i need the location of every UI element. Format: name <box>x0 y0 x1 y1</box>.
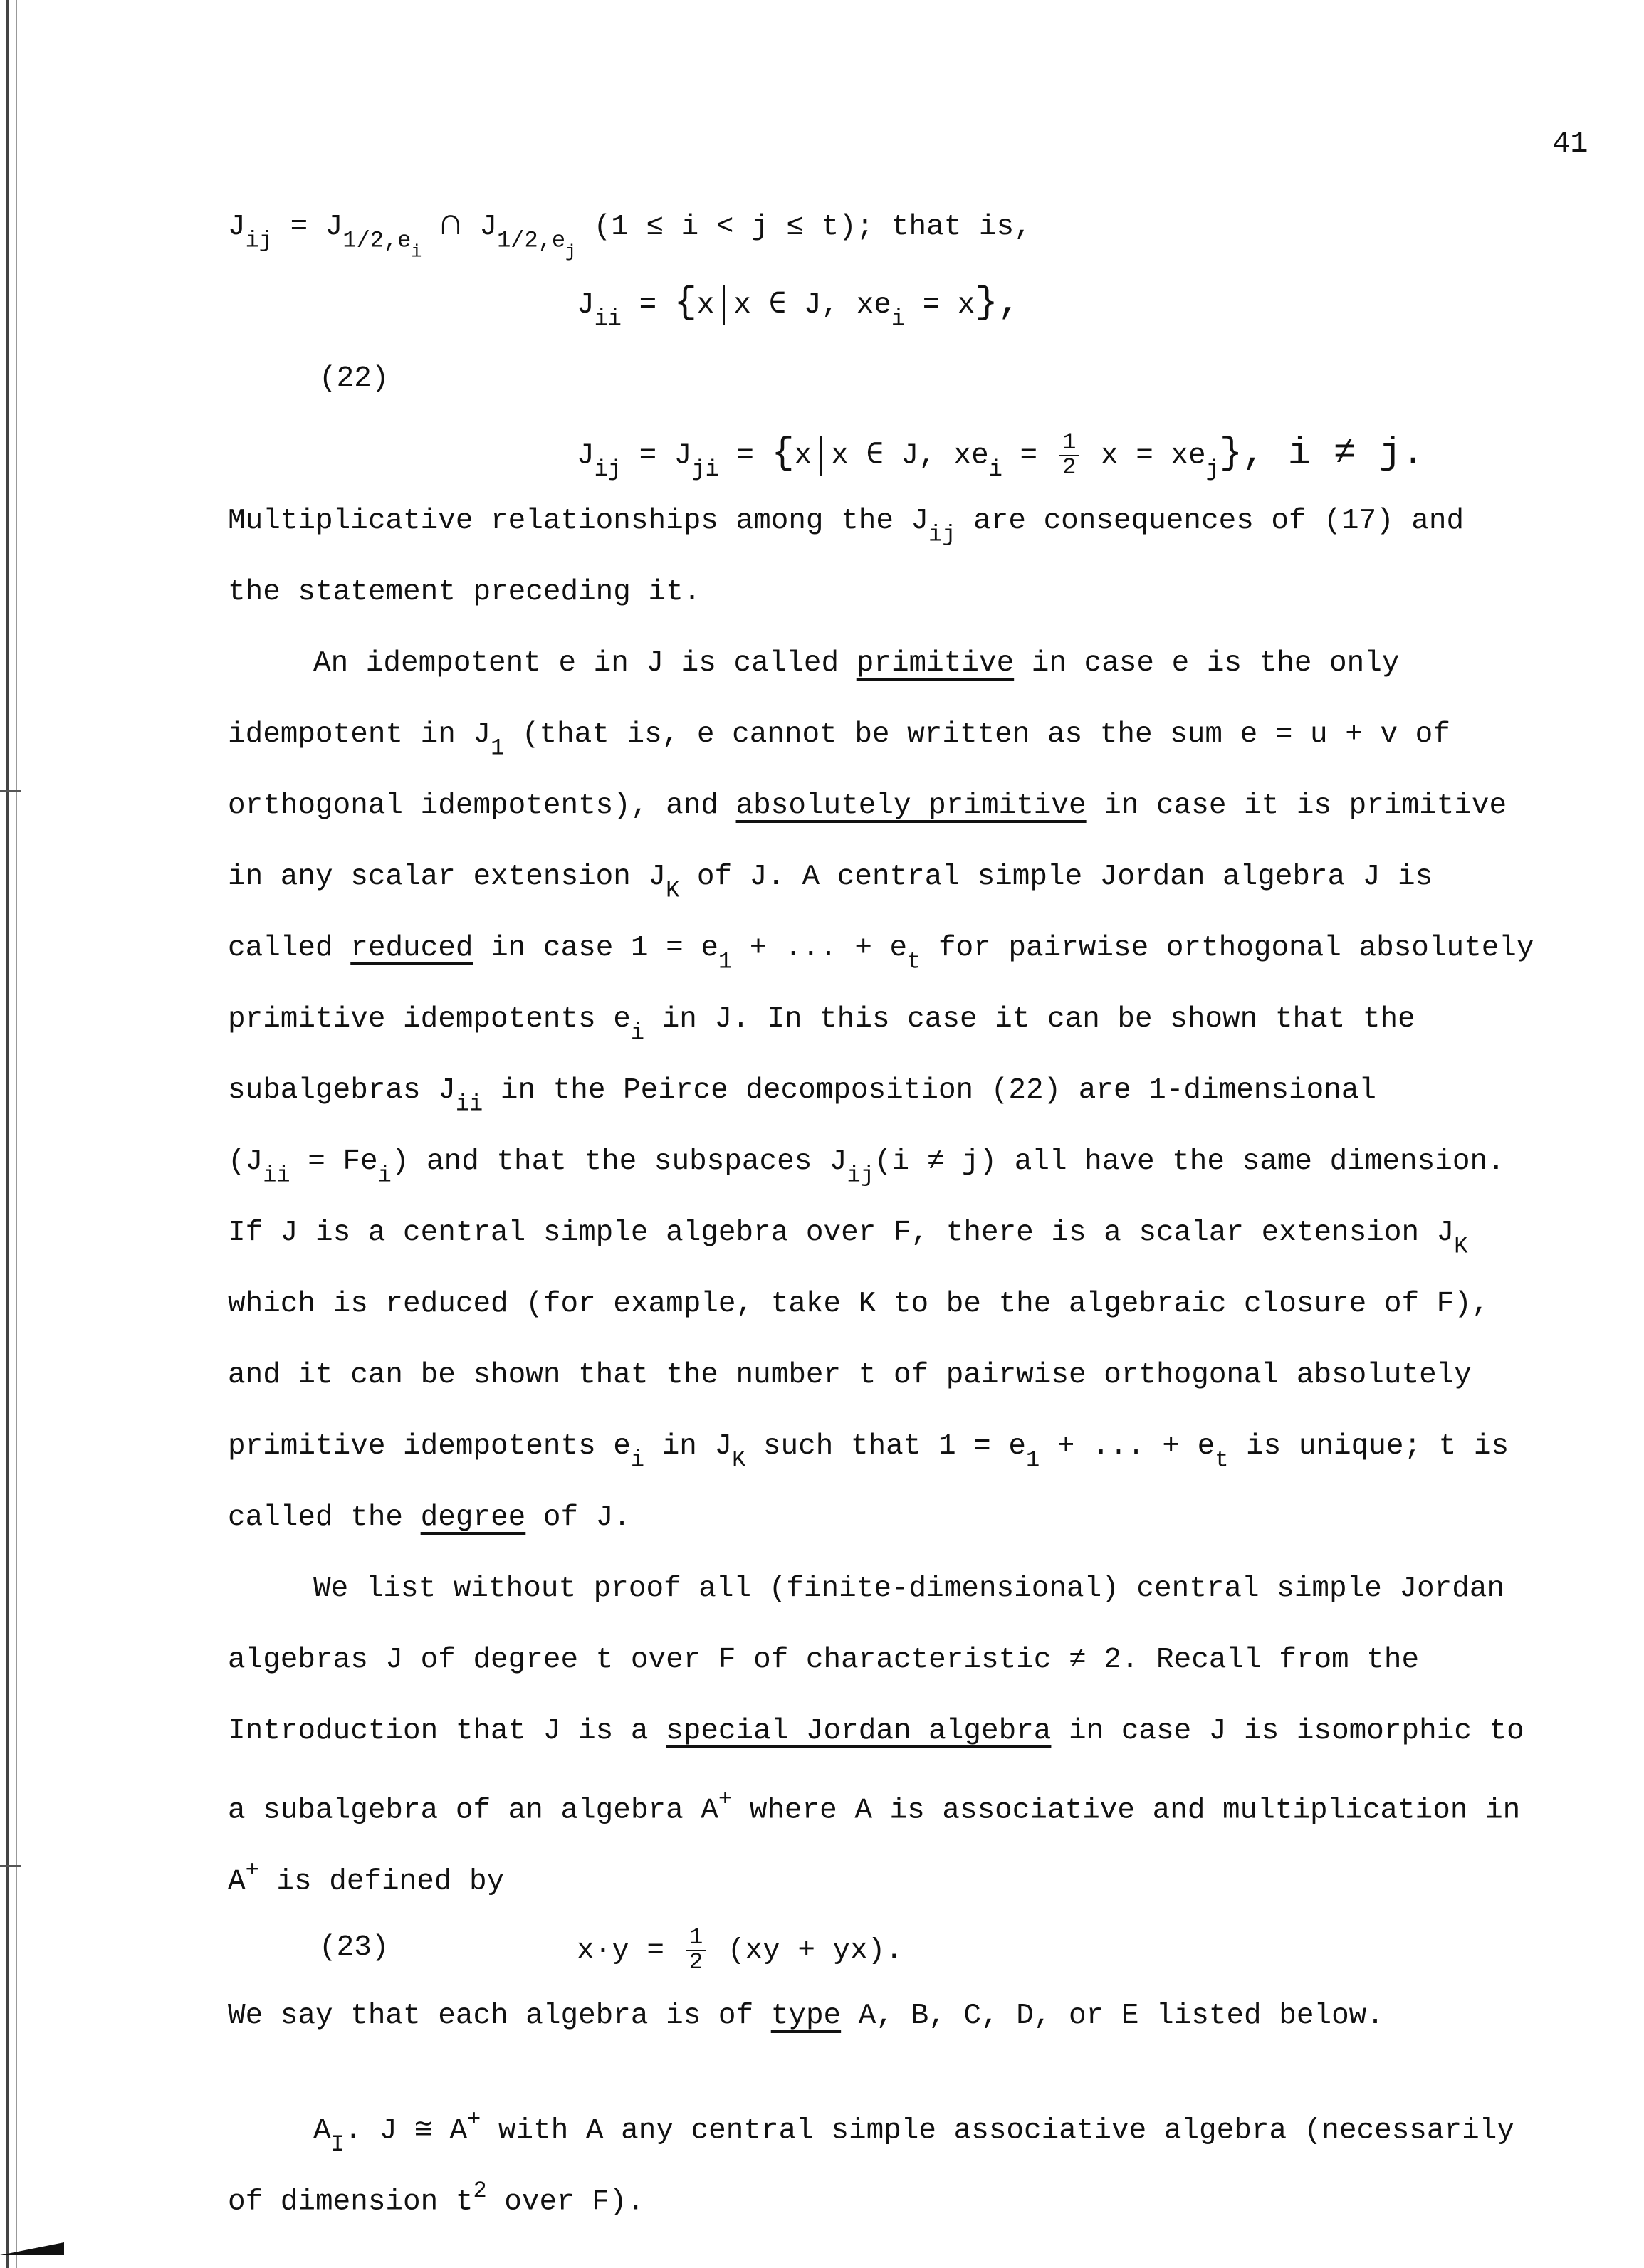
set-bar <box>820 436 822 476</box>
text-line: subalgebras $J_{ii}$ in the Peirce decomposition (22) are 1-dimensional <box>228 1074 1377 1118</box>
text-line: called reduced in case $1 = e_1$ + ... + $e_t$ for pairwise orthogonal absolutely <box>228 932 1534 975</box>
text-line: the statement preceding it. <box>228 576 701 609</box>
equation-label-22: (22) <box>319 362 389 395</box>
text-line: idempotent in $J_1$ (that is, e cannot be written as the sum e = u + v of <box>228 718 1450 762</box>
set-bar <box>723 285 725 325</box>
term-degree: degree <box>420 1501 526 1534</box>
text-line: of dimension $t^2$ over F). <box>228 2178 645 2219</box>
intersection-symbol: ∩ <box>439 204 462 246</box>
term-special-jordan-algebra: special Jordan algebra <box>666 1715 1052 1748</box>
text-line: primitive idempotents $e_i$ in $J_K$ such that $1 = e_1$ + ... + $e_t$ is unique; t is <box>228 1430 1509 1474</box>
text-line: Introduction that J is a special Jordan algebra in case J is isomorphic to <box>228 1715 1524 1748</box>
term-type: type <box>770 2000 842 2032</box>
term-absolutely-primitive: absolutely primitive <box>735 789 1087 822</box>
margin-binding-line-secondary <box>16 0 17 2268</box>
text-line: We list without proof all (finite-dimensional) central simple Jordan <box>313 1573 1505 1605</box>
text-line: in any scalar extension $J_K$ of J. A central simple Jordan algebra J is <box>228 861 1433 904</box>
text-line: a subalgebra of an algebra A+ where A is associative and multiplication in <box>228 1786 1521 1827</box>
text-line: An idempotent e in J is called primitive in case e is the only <box>313 647 1400 680</box>
text-line: $A_I$. J ≅ A+ with A any central simple associative algebra (necessarily <box>313 2106 1514 2158</box>
equation-jij-definition: $J_{ij} = J_{1/2,e_i}$ ∩ $J_{1/2,e_j}$ (1 ≤ i < j ≤ t); that is, <box>228 204 1032 263</box>
page-number: 41 <box>1552 127 1588 161</box>
text-line: orthogonal idempotents), and absolutely primitive in case it is primitive <box>228 789 1507 822</box>
text-line: We say that each algebra is of type A, B, C, D, or E listed below. <box>228 2000 1384 2032</box>
text-line: primitive idempotents $e_i$ in J. In this case it can be shown that the <box>228 1003 1415 1046</box>
fraction-one-half: $\frac{1}{2}$ <box>686 1926 706 1975</box>
text-line: algebras J of degree t over F of characteristic ≠ 2. Recall from the <box>228 1644 1420 1676</box>
equation-jordan-product: x·y = $\frac{1}{2}$ (xy + yx). <box>577 1924 903 1975</box>
equation-label-23: (23) <box>319 1931 389 1964</box>
term-primitive: primitive <box>856 647 1015 680</box>
margin-binding-line <box>6 0 9 2268</box>
margin-mark <box>0 1865 21 1867</box>
text-line: Multiplicative relationships among the $J_{ij}$ are consequences of (17) and <box>228 505 1465 548</box>
equation-jii: $J_{ii} = \{x$ x ∈ J, $xe_i = x$}, <box>577 282 1021 332</box>
text-line: If J is a central simple algebra over F, there is a scalar extension $J_K$ <box>228 1217 1468 1260</box>
equation-jij: $J_{ij} = J_{ji} = \{x$ x ∈ J, $xe_i$ = $\frac{1}{2}$ $x = xe_j$}, i ≠ j. <box>577 429 1425 483</box>
fraction-one-half: $\frac{1}{2}$ <box>1059 431 1079 480</box>
text-line: $(J_{ii} = Fe_i)$ and that the subspaces $J_{ij}(i \ne j)$ all have the same dimension. <box>228 1145 1505 1189</box>
margin-mark <box>0 790 21 792</box>
text-line: and it can be shown that the number t of pairwise orthogonal absolutely <box>228 1359 1472 1392</box>
corner-mark <box>0 2242 64 2255</box>
term-reduced: reduced <box>350 932 473 965</box>
text-line: A+ is defined by <box>228 1857 505 1899</box>
text-line: which is reduced (for example, take K to be the algebraic closure of F), <box>228 1288 1489 1321</box>
text-line: called the degree of J. <box>228 1501 631 1534</box>
